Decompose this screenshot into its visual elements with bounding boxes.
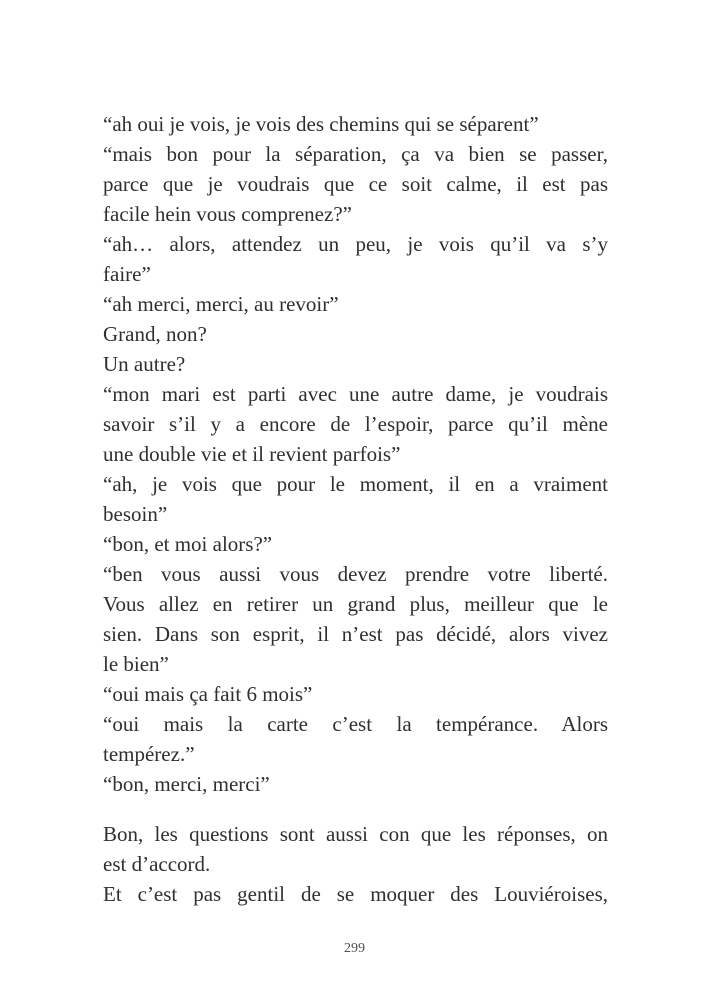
page-number: 299 [344,941,365,956]
paragraph [103,559,608,679]
paragraph [103,879,608,909]
paragraph [103,769,608,799]
text-line: “ah… alors, attendez un peu, je vois qu’il va s’y [103,232,608,256]
paragraph [103,819,608,879]
text-line: “ah oui je vois, je vois des chemins qui se séparent” [103,112,539,136]
text-line: le bien” [103,652,169,676]
text-line: Un autre? [103,352,186,376]
paragraph [103,709,608,769]
paragraph [103,379,608,469]
paragraph [103,679,608,709]
text-line: “ah, je vois que pour le moment, il en a vraiment [103,472,608,496]
text-line: tempérez.” [103,742,195,766]
paragraph [103,469,608,529]
text-line: “mon mari est parti avec une autre dame, je voudrais [103,382,608,406]
paragraph [103,109,608,139]
text-line: “mais bon pour la séparation, ça va bien se passer, [103,142,608,166]
text-line: “oui mais ça fait 6 mois” [103,682,313,706]
text-line: Bon, les questions sont aussi con que les réponses, on [103,822,608,846]
text-line: facile hein vous comprenez?” [103,202,352,226]
text-line: Grand, non? [103,322,207,346]
paragraph [103,139,608,229]
text-block [103,109,608,909]
text-line: “ben vous aussi vous devez prendre votre liberté. [103,562,608,586]
text-line: savoir s’il y a encore de l’espoir, parce qu’il mène [103,412,608,436]
paragraph [103,529,608,559]
text-line: “bon, merci, merci” [103,772,270,796]
text-line: besoin” [103,502,168,526]
paragraph [103,319,608,349]
text-line: Vous allez en retirer un grand plus, meilleur que le [103,592,608,616]
paragraph [103,289,608,319]
text-line: une double vie et il revient parfois” [103,442,401,466]
text-line: faire” [103,262,151,286]
text-line: Et c’est pas gentil de se moquer des Louviéroises, [103,882,608,906]
paragraph [103,229,608,289]
text-line: “ah merci, merci, au revoir” [103,292,339,316]
text-line: sien. Dans son esprit, il n’est pas décidé, alors vivez [103,622,608,646]
text-line: est d’accord. [103,852,211,876]
text-line: “bon, et moi alors?” [103,532,273,556]
text-line: “oui mais la carte c’est la tempérance. Alors [103,712,608,736]
paragraph [103,349,608,379]
text-line: parce que je voudrais que ce soit calme, il est pas [103,172,608,196]
